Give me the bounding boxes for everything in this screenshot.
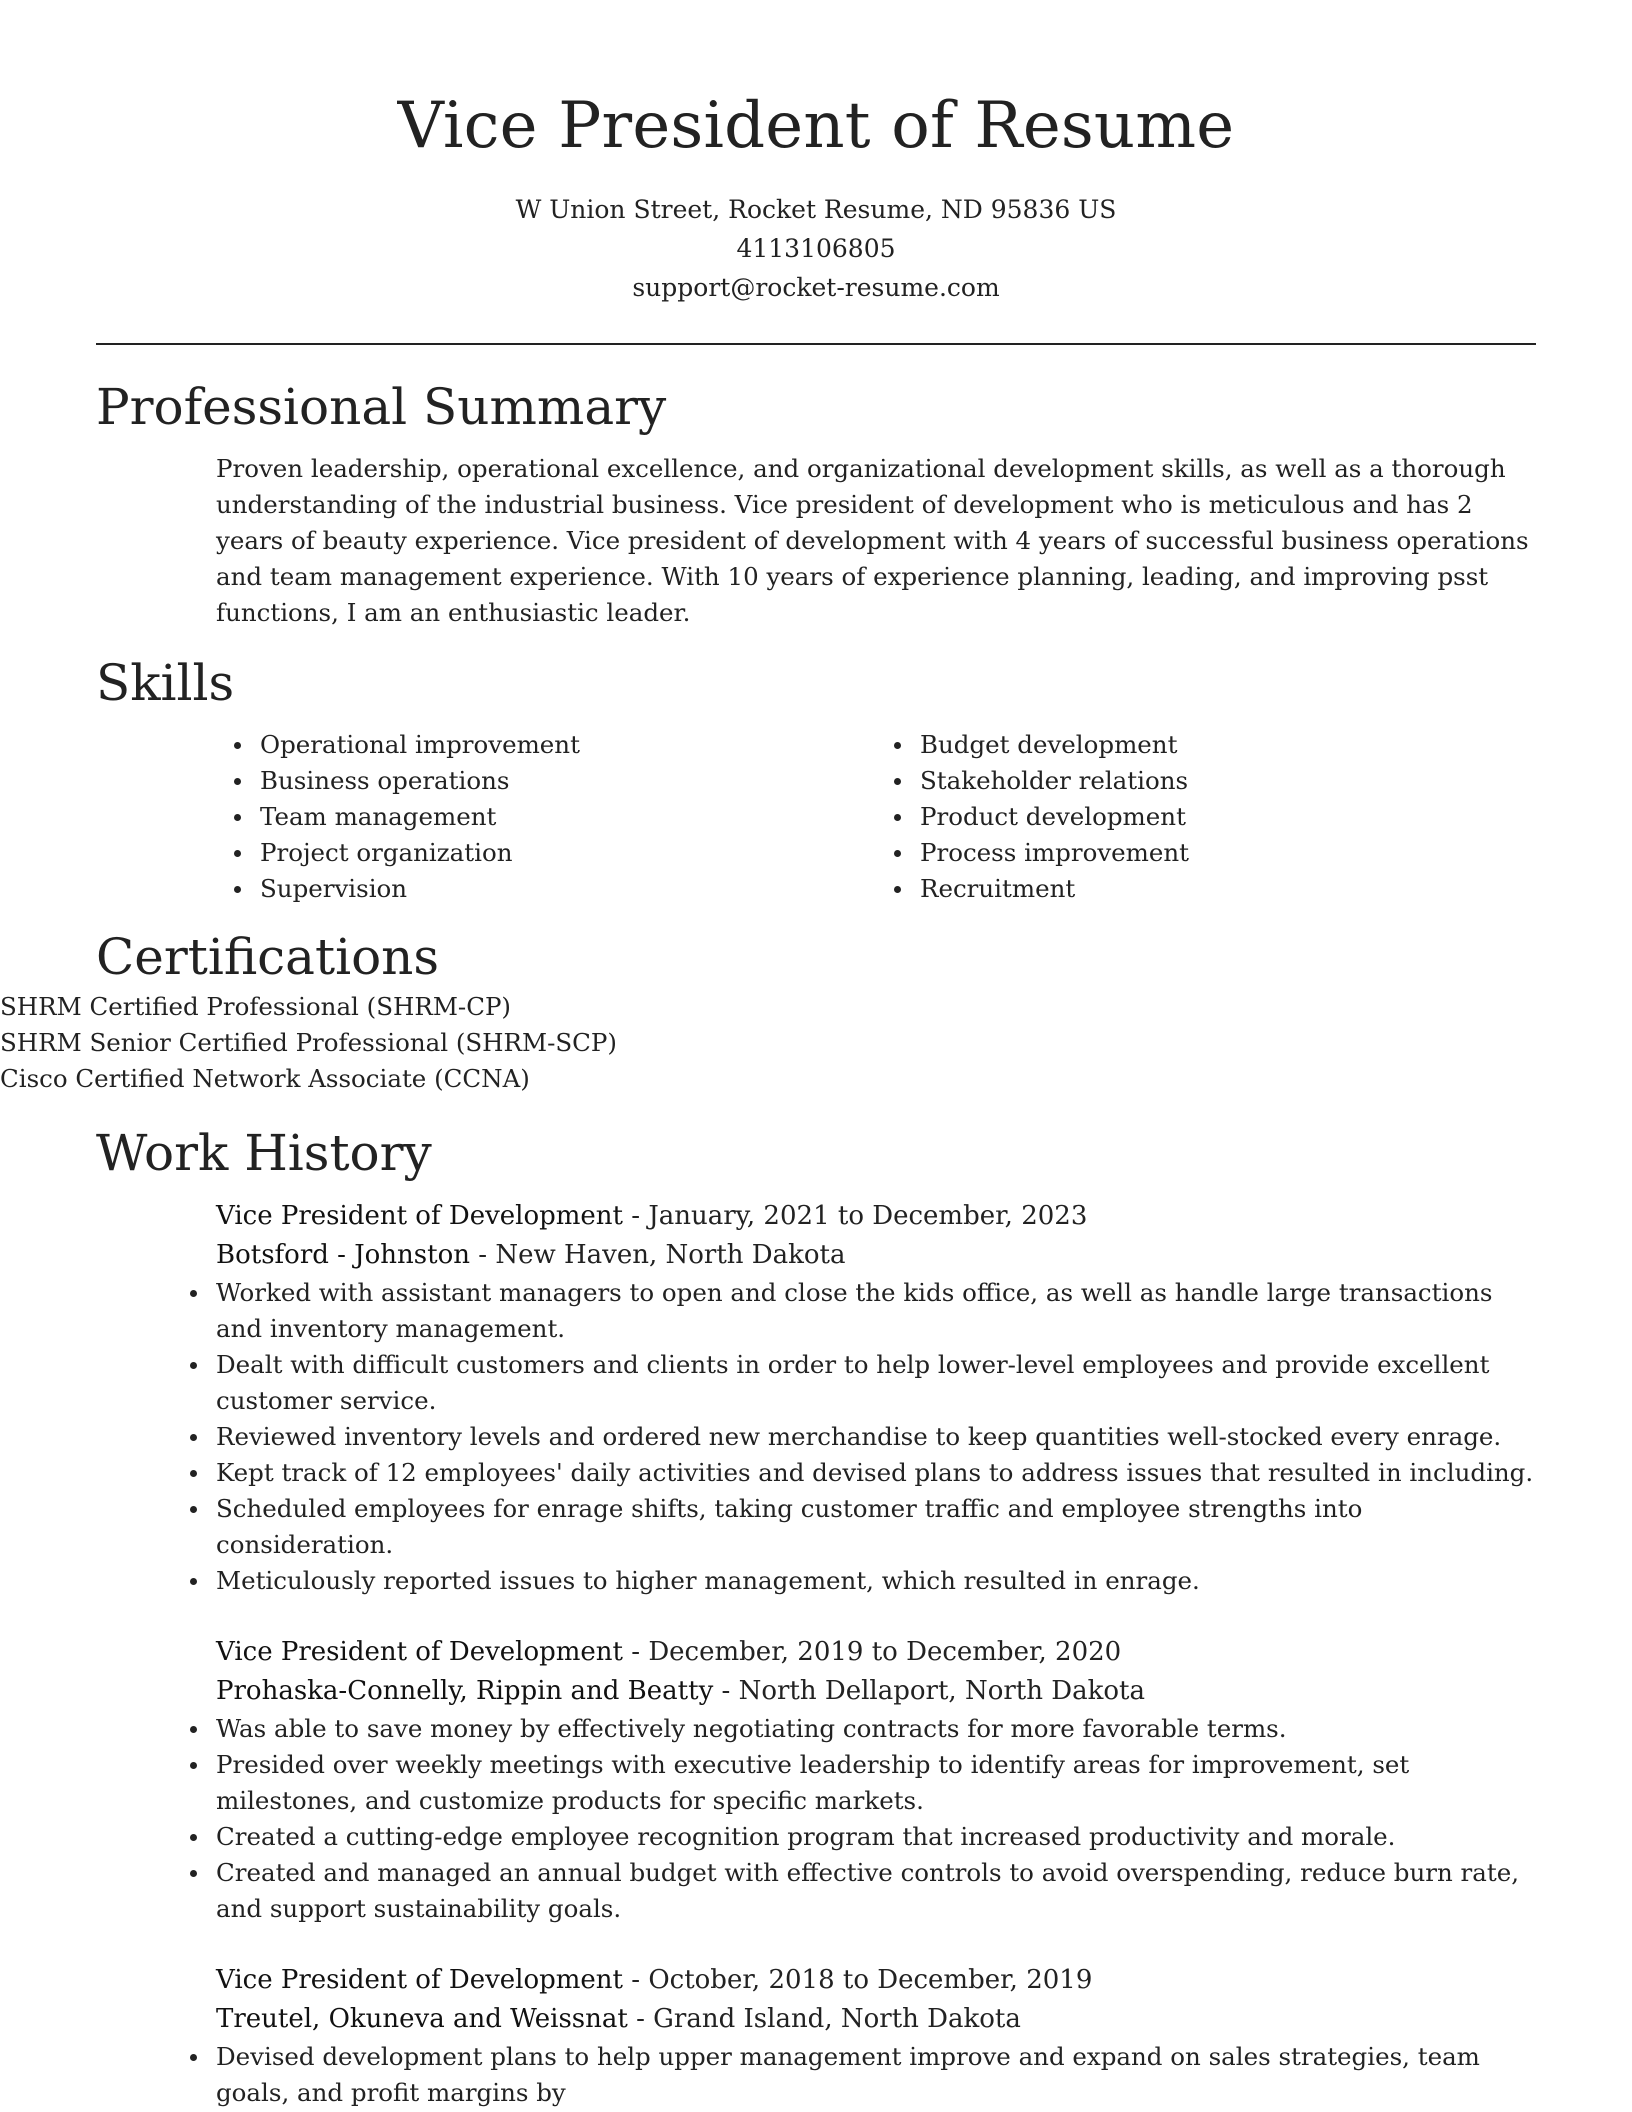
contact-address: W Union Street, Rocket Resume, ND 95836 US (515, 195, 1117, 224)
job-role: Vice President of Development (216, 1201, 623, 1231)
job-dates: January, 2021 to December, 2023 (648, 1201, 1088, 1231)
candidate-name: Vice President of Resume (397, 89, 1235, 163)
contact-email[interactable]: support@rocket-resume.com (632, 273, 1000, 302)
section-title-work-history: Work History (96, 1124, 432, 1182)
job-bullet: Reviewed inventory levels and ordered new merchandise to keep quantities well-stocked every enrage. (216, 1419, 1536, 1455)
skill-item: Process improvement (920, 835, 1536, 871)
job-title-line: Vice President of Development - December, 2019 to December, 2020 (216, 1637, 1122, 1667)
job-bullet: Created a cutting-edge employee recognition program that increased productivity and morale. (216, 1819, 1536, 1855)
skill-item: Business operations (260, 763, 876, 799)
skill-item: Project organization (260, 835, 876, 871)
job-company: Botsford - Johnston (216, 1240, 470, 1270)
job-bullet: Kept track of 12 employees' daily activities and devised plans to address issues that resulted in including. (216, 1455, 1536, 1491)
job-bullets (216, 2039, 1536, 2111)
job-location: New Haven, North Dakota (495, 1240, 846, 1270)
skills-list (216, 727, 1536, 907)
contact-phone: 4113106805 (736, 234, 896, 263)
job-company: Treutel, Okuneva and Weissnat (216, 2004, 628, 2034)
job-entry (216, 1961, 1536, 2111)
section-title-certifications: Certifications (96, 928, 440, 986)
job-title-line: Vice President of Development - October, 2018 to December, 2019 (216, 1965, 1093, 1995)
job-role: Vice President of Development (216, 1965, 623, 1995)
skill-item: Operational improvement (260, 727, 876, 763)
skill-item: Budget development (920, 727, 1536, 763)
job-company-line: Prohaska-Connelly, Rippin and Beatty - North Dellaport, North Dakota (216, 1676, 1145, 1706)
summary-text: Proven leadership, operational excellence, and organizational development skills, as well as a thorough understanding of the industrial business. Vice president of development who is meticulous and has 2 years of beauty experience. Vice president of development with 4 years of successful business operations and team management experience. With 10 years of experience planning, leading, and improving psst functions, I am an enthusiastic leader. (216, 454, 1529, 627)
section-title-summary: Professional Summary (96, 378, 667, 436)
skill-item: Supervision (260, 871, 876, 907)
certification-item: SHRM Senior Certified Professional (SHRM-SCP) (0, 1025, 1632, 1061)
skills-column-left (216, 727, 876, 907)
job-bullet: Meticulously reported issues to higher management, which resulted in enrage. (216, 1563, 1536, 1599)
certifications-list (0, 989, 1632, 1097)
job-bullets (216, 1711, 1536, 1927)
job-bullet: Scheduled employees for enrage shifts, taking customer traffic and employee strengths into consideration. (216, 1491, 1536, 1563)
section-title-skills: Skills (96, 654, 235, 712)
job-bullet: Worked with assistant managers to open and close the kids office, as well as handle large transactions and inventory management. (216, 1275, 1536, 1347)
job-dates: October, 2018 to December, 2019 (648, 1965, 1093, 1995)
certification-item: SHRM Certified Professional (SHRM-CP) (0, 989, 1632, 1025)
job-role: Vice President of Development (216, 1637, 623, 1667)
skill-item: Recruitment (920, 871, 1536, 907)
job-company: Prohaska-Connelly, Rippin and Beatty (216, 1676, 714, 1706)
certification-item: Cisco Certified Network Associate (CCNA) (0, 1061, 1632, 1097)
skill-item: Team management (260, 799, 876, 835)
job-entry (216, 1197, 1536, 1599)
job-company-line: Botsford - Johnston - New Haven, North Dakota (216, 1240, 846, 1270)
job-bullet: Was able to save money by effectively negotiating contracts for more favorable terms. (216, 1711, 1536, 1747)
job-entry (216, 1633, 1536, 1927)
job-location: Grand Island, North Dakota (653, 2004, 1021, 2034)
resume-header (0, 0, 1632, 307)
job-bullet: Presided over weekly meetings with executive leadership to identify areas for improvement, set milestones, and customize products for specific markets. (216, 1747, 1536, 1819)
skill-item: Stakeholder relations (920, 763, 1536, 799)
skills-column-right (876, 727, 1536, 907)
job-bullet: Created and managed an annual budget with effective controls to avoid overspending, reduce burn rate, and support sustainability goals. (216, 1855, 1536, 1927)
job-location: North Dellaport, North Dakota (738, 1676, 1145, 1706)
job-bullet: Dealt with difficult customers and clients in order to help lower-level employees and provide excellent customer service. (216, 1347, 1536, 1419)
contact-block (0, 190, 1632, 307)
skill-item: Product development (920, 799, 1536, 835)
job-dates: December, 2019 to December, 2020 (648, 1637, 1122, 1667)
job-bullets (216, 1275, 1536, 1599)
job-company-line: Treutel, Okuneva and Weissnat - Grand Island, North Dakota (216, 2004, 1021, 2034)
job-bullet: Devised development plans to help upper management improve and expand on sales strategies, team goals, and profit margins by (216, 2039, 1536, 2111)
job-title-line: Vice President of Development - January, 2021 to December, 2023 (216, 1201, 1088, 1231)
